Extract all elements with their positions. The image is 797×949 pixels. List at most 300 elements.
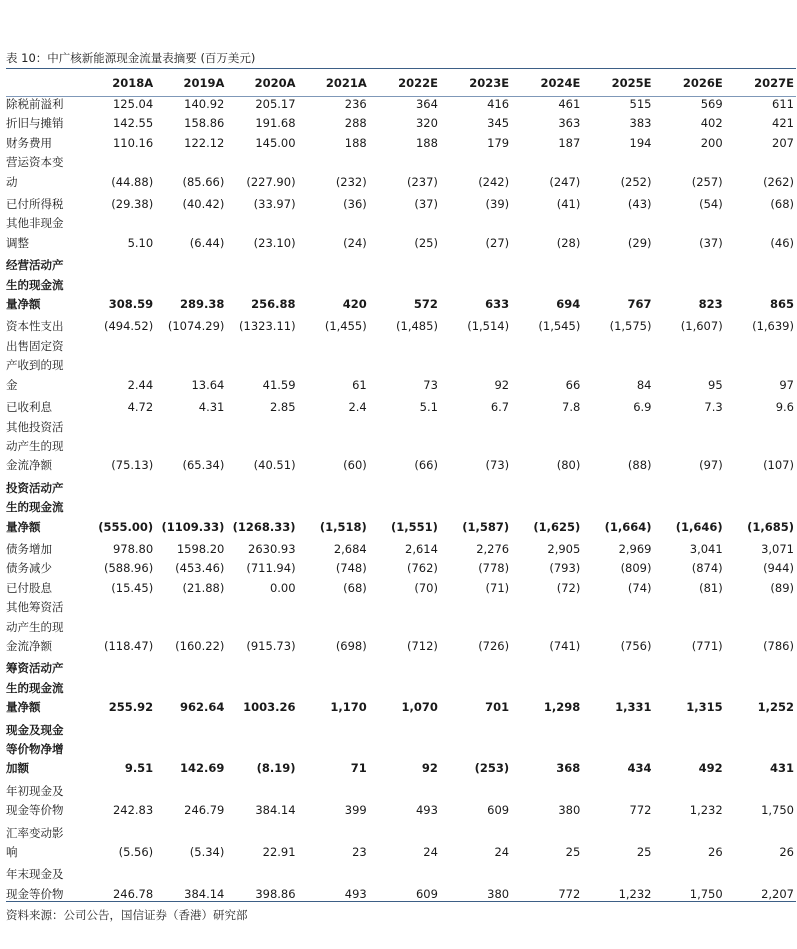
row-value: 6.9 bbox=[633, 400, 652, 415]
row-value: (232) bbox=[335, 174, 367, 189]
row-value: (711.94) bbox=[246, 561, 296, 576]
row-label-line: 产收到的现 bbox=[6, 358, 64, 373]
row-value: 145.00 bbox=[255, 135, 296, 150]
row-value: (915.73) bbox=[246, 638, 296, 653]
table-row bbox=[6, 721, 796, 782]
row-label-line: 金流净额 bbox=[6, 638, 52, 653]
row-value: (25) bbox=[414, 235, 438, 250]
row-label-line: 资本性支出 bbox=[6, 319, 64, 334]
row-label bbox=[6, 479, 84, 540]
row-value: (160.22) bbox=[175, 638, 225, 653]
row-value: (712) bbox=[407, 638, 438, 653]
row-value: 13.64 bbox=[191, 377, 225, 392]
row-value: 140.92 bbox=[184, 97, 225, 111]
row-label bbox=[6, 782, 84, 824]
column-header: 2021A bbox=[325, 76, 367, 90]
row-value: (726) bbox=[478, 638, 510, 653]
row-value: 1003.26 bbox=[243, 700, 296, 715]
row-value: 0.00 bbox=[269, 580, 296, 595]
row-label bbox=[6, 398, 84, 417]
row-value: 142.55 bbox=[112, 116, 154, 131]
row-value: 92 bbox=[494, 377, 510, 392]
row-value: 71 bbox=[350, 761, 367, 776]
row-value: 694 bbox=[556, 297, 581, 312]
row-value: 1,232 bbox=[618, 886, 652, 901]
row-value: 9.6 bbox=[775, 400, 794, 415]
row-value: (698) bbox=[335, 638, 367, 653]
row-value: 3,041 bbox=[689, 541, 723, 556]
source-note: 资料来源：公司公告，国信证券（香港）研究部 bbox=[6, 908, 248, 922]
row-label-line: 已付股息 bbox=[6, 580, 52, 595]
row-value: 421 bbox=[772, 116, 794, 131]
row-value: (60) bbox=[343, 458, 367, 473]
row-label-line: 年初现金及 bbox=[6, 783, 64, 798]
row-value: 23 bbox=[352, 845, 367, 860]
row-label-line: 出售固定资 bbox=[6, 338, 64, 353]
row-value: (1,514) bbox=[467, 319, 510, 334]
row-value: 1,315 bbox=[686, 700, 723, 715]
table-body bbox=[6, 95, 796, 907]
column-header: 2025E bbox=[611, 76, 652, 90]
row-value: 242.83 bbox=[112, 803, 154, 818]
row-value: (762) bbox=[407, 561, 438, 576]
row-value: 434 bbox=[627, 761, 652, 776]
row-value: (237) bbox=[407, 174, 438, 189]
table-row bbox=[6, 824, 796, 866]
row-value: (1,664) bbox=[604, 519, 652, 534]
column-header: 2023E bbox=[469, 76, 510, 90]
row-value: 200 bbox=[700, 135, 723, 150]
row-value: (741) bbox=[549, 638, 581, 653]
row-label bbox=[6, 418, 84, 479]
row-value: 962.64 bbox=[179, 700, 225, 715]
row-label bbox=[6, 214, 84, 256]
row-label bbox=[6, 824, 84, 866]
row-value: (75.13) bbox=[111, 458, 154, 473]
row-value: (5.34) bbox=[189, 845, 225, 860]
row-value: (253) bbox=[474, 761, 510, 776]
row-label-line: 动产生的现 bbox=[6, 438, 64, 453]
row-value: 1598.20 bbox=[176, 541, 225, 556]
row-value: (588.96) bbox=[103, 561, 154, 576]
row-label-line: 现金等价物 bbox=[6, 803, 64, 818]
row-value: 1,070 bbox=[401, 700, 438, 715]
row-value: 110.16 bbox=[112, 135, 154, 150]
row-label bbox=[6, 337, 84, 398]
row-value: (944) bbox=[763, 561, 794, 576]
row-label-line: 调整 bbox=[6, 235, 29, 250]
row-value: (72) bbox=[556, 580, 581, 595]
row-value: 364 bbox=[415, 97, 438, 111]
row-label-line: 动 bbox=[6, 174, 18, 189]
column-header: 2026E bbox=[682, 76, 723, 90]
column-header: 2019A bbox=[183, 76, 225, 90]
row-label-line: 经营活动产 bbox=[6, 258, 64, 273]
row-value: (54) bbox=[699, 197, 723, 212]
row-value: (5.56) bbox=[118, 845, 154, 860]
row-value: 2.85 bbox=[269, 400, 296, 415]
row-label-line: 财务费用 bbox=[6, 135, 52, 150]
row-value: 97 bbox=[779, 377, 794, 392]
row-value: (65.34) bbox=[182, 458, 225, 473]
table-row bbox=[6, 598, 796, 659]
row-value: (21.88) bbox=[182, 580, 225, 595]
row-value: (809) bbox=[620, 561, 652, 576]
table-row bbox=[6, 337, 796, 398]
row-value: 1,252 bbox=[757, 700, 794, 715]
row-value: (41) bbox=[556, 197, 581, 212]
row-value: 368 bbox=[556, 761, 581, 776]
table-row bbox=[6, 214, 796, 256]
row-value: (118.47) bbox=[103, 638, 154, 653]
row-value: 7.3 bbox=[704, 400, 723, 415]
row-value: 2,276 bbox=[476, 541, 510, 556]
row-value: (756) bbox=[620, 638, 652, 653]
row-value: (247) bbox=[549, 174, 581, 189]
row-value: 399 bbox=[344, 803, 367, 818]
row-value: (1,685) bbox=[747, 519, 794, 534]
row-value: 2,684 bbox=[333, 541, 367, 556]
row-value: 188 bbox=[344, 135, 367, 150]
row-value: 380 bbox=[487, 886, 510, 901]
row-label-line: 除税前溢利 bbox=[6, 97, 64, 111]
row-label-line: 加额 bbox=[6, 761, 29, 776]
row-value: (1323.11) bbox=[239, 319, 296, 334]
row-value: (1,455) bbox=[324, 319, 367, 334]
row-value: (33.97) bbox=[253, 197, 296, 212]
row-value: 461 bbox=[558, 97, 581, 111]
row-value: 772 bbox=[629, 803, 652, 818]
row-label bbox=[6, 721, 84, 782]
row-value: (73) bbox=[485, 458, 510, 473]
row-value: (262) bbox=[763, 174, 794, 189]
table-row bbox=[6, 540, 796, 559]
row-value: 246.78 bbox=[112, 886, 154, 901]
row-value: (1268.33) bbox=[232, 519, 296, 534]
row-label-line: 筹资活动产 bbox=[6, 661, 64, 676]
row-value: 4.31 bbox=[198, 400, 225, 415]
row-value: 25 bbox=[565, 845, 581, 860]
row-value: 767 bbox=[627, 297, 652, 312]
row-value: 158.86 bbox=[184, 116, 225, 131]
row-value: 73 bbox=[423, 377, 438, 392]
row-value: 1,232 bbox=[689, 803, 723, 818]
row-label bbox=[6, 598, 84, 659]
header-corner bbox=[6, 71, 84, 95]
row-value: (1,607) bbox=[680, 319, 723, 334]
row-value: 289.38 bbox=[179, 297, 225, 312]
row-value: 493 bbox=[344, 886, 367, 901]
row-label-line: 等价物净增 bbox=[6, 742, 64, 756]
row-label-line: 债务增加 bbox=[6, 541, 52, 556]
row-value: 7.8 bbox=[562, 400, 581, 415]
row-label-line: 其他投资活 bbox=[6, 419, 64, 434]
row-label-line: 金流净额 bbox=[6, 458, 52, 473]
row-value: (70) bbox=[414, 580, 438, 595]
row-value: (242) bbox=[478, 174, 510, 189]
row-label bbox=[6, 256, 84, 317]
row-value: 572 bbox=[413, 297, 438, 312]
row-label bbox=[6, 195, 84, 214]
row-label bbox=[6, 153, 84, 195]
row-value: 22.91 bbox=[262, 845, 296, 860]
row-value: 84 bbox=[636, 377, 652, 392]
table-row bbox=[6, 95, 796, 114]
row-value: (494.52) bbox=[103, 319, 154, 334]
row-label-line: 已付所得税 bbox=[6, 197, 64, 212]
row-label-line: 已收利息 bbox=[6, 400, 52, 415]
table-row bbox=[6, 659, 796, 720]
row-value: (40.42) bbox=[182, 197, 225, 212]
column-header: 2020A bbox=[254, 76, 296, 90]
row-value: 384.14 bbox=[184, 886, 225, 901]
table-row bbox=[6, 317, 796, 336]
row-value: 9.51 bbox=[124, 761, 154, 776]
row-value: 2,614 bbox=[405, 541, 438, 556]
row-value: 420 bbox=[342, 297, 367, 312]
row-label-line: 动产生的现 bbox=[6, 619, 64, 634]
row-label-line: 生的现金流 bbox=[6, 500, 64, 515]
row-value: 288 bbox=[344, 116, 367, 131]
column-header: 2018A bbox=[112, 76, 154, 90]
table-row bbox=[6, 418, 796, 479]
row-label bbox=[6, 95, 84, 114]
row-value: (37) bbox=[414, 197, 438, 212]
row-value: 194 bbox=[629, 135, 652, 150]
table-row bbox=[6, 782, 796, 824]
column-header: 2027E bbox=[754, 76, 794, 90]
row-value: 256.88 bbox=[251, 297, 296, 312]
row-value: 24 bbox=[494, 845, 510, 860]
row-value: 207 bbox=[772, 135, 794, 150]
row-value: (107) bbox=[763, 458, 794, 473]
row-label bbox=[6, 134, 84, 153]
table-top-rule bbox=[6, 68, 796, 69]
row-value: 95 bbox=[708, 377, 723, 392]
row-value: 25 bbox=[636, 845, 652, 860]
row-value: (88) bbox=[627, 458, 652, 473]
row-value: (29) bbox=[627, 235, 652, 250]
row-value: (36) bbox=[343, 197, 367, 212]
row-value: (1,545) bbox=[538, 319, 581, 334]
row-value: (66) bbox=[414, 458, 438, 473]
row-value: 3,071 bbox=[761, 541, 794, 556]
table-row bbox=[6, 398, 796, 417]
row-label-line: 量净额 bbox=[6, 297, 41, 312]
row-value: 609 bbox=[415, 886, 438, 901]
row-value: (74) bbox=[627, 580, 652, 595]
row-label-line: 年末现金及 bbox=[6, 867, 64, 882]
row-value: (23.10) bbox=[253, 235, 296, 250]
row-value: (1,646) bbox=[675, 519, 723, 534]
table-row bbox=[6, 579, 796, 598]
table-row bbox=[6, 134, 796, 153]
row-value: 402 bbox=[700, 116, 723, 131]
row-label-line: 生的现金流 bbox=[6, 680, 64, 695]
row-value: 1,331 bbox=[615, 700, 652, 715]
column-header: 2024E bbox=[540, 76, 581, 90]
row-value: 236 bbox=[344, 97, 367, 111]
row-value: 246.79 bbox=[184, 803, 225, 818]
row-value: 398.86 bbox=[255, 886, 296, 901]
row-value: 431 bbox=[769, 761, 794, 776]
row-value: (1,625) bbox=[533, 519, 581, 534]
row-value: (15.45) bbox=[111, 580, 154, 595]
row-value: (778) bbox=[478, 561, 510, 576]
row-value: 188 bbox=[415, 135, 438, 150]
table-row bbox=[6, 256, 796, 317]
row-value: (46) bbox=[770, 235, 794, 250]
row-value: (1074.29) bbox=[167, 319, 225, 334]
row-value: 384.14 bbox=[255, 803, 296, 818]
table-row bbox=[6, 559, 796, 578]
row-value: (453.46) bbox=[175, 561, 225, 576]
row-value: (85.66) bbox=[182, 174, 225, 189]
row-value: 363 bbox=[558, 116, 581, 131]
row-value: (748) bbox=[335, 561, 367, 576]
row-label-line: 现金及现金 bbox=[6, 722, 64, 737]
row-value: (257) bbox=[691, 174, 723, 189]
row-label-line: 现金等价物 bbox=[6, 886, 64, 901]
row-label-line: 响 bbox=[6, 845, 18, 860]
row-value: (1,551) bbox=[391, 519, 438, 534]
row-value: 66 bbox=[565, 377, 581, 392]
row-label-line: 其他筹资活 bbox=[6, 600, 64, 615]
row-value: 24 bbox=[423, 845, 438, 860]
row-value: (71) bbox=[485, 580, 510, 595]
row-label-line: 营运资本变 bbox=[6, 155, 64, 170]
row-label-line: 金 bbox=[6, 377, 18, 392]
row-label bbox=[6, 114, 84, 133]
row-label bbox=[6, 659, 84, 720]
row-value: (27) bbox=[485, 235, 510, 250]
row-value: (793) bbox=[549, 561, 581, 576]
row-label-line: 量净额 bbox=[6, 700, 41, 715]
row-value: 2,207 bbox=[761, 886, 794, 901]
row-value: 1,298 bbox=[543, 700, 581, 715]
row-value: 92 bbox=[421, 761, 438, 776]
header-row bbox=[6, 71, 796, 95]
row-value: (555.00) bbox=[98, 519, 154, 534]
row-value: (227.90) bbox=[246, 174, 296, 189]
row-label bbox=[6, 540, 84, 559]
row-value: 1,750 bbox=[689, 886, 723, 901]
row-value: (1,518) bbox=[319, 519, 367, 534]
row-value: 345 bbox=[487, 116, 510, 131]
row-label-line: 债务减少 bbox=[6, 561, 52, 576]
row-value: 2.4 bbox=[348, 400, 367, 415]
row-value: 493 bbox=[415, 803, 438, 818]
row-value: 492 bbox=[698, 761, 723, 776]
row-value: 978.80 bbox=[112, 541, 154, 556]
row-value: 1,750 bbox=[761, 803, 794, 818]
row-value: (40.51) bbox=[253, 458, 296, 473]
row-value: 320 bbox=[415, 116, 438, 131]
cash-flow-table bbox=[6, 71, 796, 907]
column-header: 2022E bbox=[398, 76, 438, 90]
row-value: (786) bbox=[763, 638, 794, 653]
row-value: 5.1 bbox=[419, 400, 438, 415]
row-value: 191.68 bbox=[255, 116, 296, 131]
row-value: (1,587) bbox=[462, 519, 510, 534]
table-bottom-rule bbox=[6, 901, 796, 902]
row-value: 611 bbox=[772, 97, 794, 111]
row-value: 255.92 bbox=[108, 700, 154, 715]
row-value: (24) bbox=[343, 235, 367, 250]
row-value: (29.38) bbox=[111, 197, 154, 212]
row-label-line: 量净额 bbox=[6, 519, 41, 534]
row-value: (252) bbox=[620, 174, 652, 189]
table-row bbox=[6, 479, 796, 540]
row-value: (8.19) bbox=[256, 761, 296, 776]
row-value: 2,969 bbox=[618, 541, 652, 556]
row-value: 569 bbox=[700, 97, 723, 111]
row-value: 179 bbox=[487, 135, 510, 150]
row-label-line: 汇率变动影 bbox=[6, 825, 64, 840]
row-value: (1,485) bbox=[396, 319, 438, 334]
row-value: 823 bbox=[698, 297, 723, 312]
row-label bbox=[6, 559, 84, 578]
row-value: 125.04 bbox=[112, 97, 154, 111]
table-row bbox=[6, 114, 796, 133]
row-value: 865 bbox=[769, 297, 794, 312]
row-value: 26 bbox=[779, 845, 794, 860]
row-value: 308.59 bbox=[108, 297, 154, 312]
row-value: (80) bbox=[556, 458, 581, 473]
row-value: 4.72 bbox=[127, 400, 154, 415]
row-value: (874) bbox=[691, 561, 723, 576]
row-value: 122.12 bbox=[184, 135, 225, 150]
table-row bbox=[6, 153, 796, 195]
row-value: (89) bbox=[770, 580, 794, 595]
row-value: (43) bbox=[627, 197, 652, 212]
row-value: (28) bbox=[556, 235, 581, 250]
row-value: (1109.33) bbox=[161, 519, 225, 534]
row-value: (39) bbox=[485, 197, 510, 212]
row-value: (1,639) bbox=[752, 319, 794, 334]
row-label-line: 其他非现金 bbox=[6, 216, 64, 231]
row-label bbox=[6, 317, 84, 336]
row-value: 515 bbox=[629, 97, 652, 111]
row-value: (37) bbox=[699, 235, 723, 250]
row-value: (44.88) bbox=[111, 174, 154, 189]
row-value: (81) bbox=[699, 580, 723, 595]
row-value: (68) bbox=[343, 580, 367, 595]
row-value: 41.59 bbox=[262, 377, 296, 392]
row-value: 61 bbox=[352, 377, 367, 392]
row-value: (68) bbox=[770, 197, 794, 212]
row-value: 2630.93 bbox=[248, 541, 296, 556]
row-value: 383 bbox=[629, 116, 652, 131]
row-value: (771) bbox=[691, 638, 723, 653]
row-label-line: 折旧与摊销 bbox=[6, 116, 64, 131]
row-value: 701 bbox=[485, 700, 510, 715]
row-value: 2,905 bbox=[547, 541, 581, 556]
row-value: (1,575) bbox=[609, 319, 652, 334]
row-value: 205.17 bbox=[255, 97, 296, 111]
row-value: 380 bbox=[558, 803, 581, 818]
row-value: 633 bbox=[485, 297, 510, 312]
table-caption: 表 10：中广核新能源现金流量表摘要 (百万美元) bbox=[6, 51, 256, 65]
table-row bbox=[6, 195, 796, 214]
row-value: (6.44) bbox=[189, 235, 225, 250]
row-value: 26 bbox=[708, 845, 723, 860]
row-value: 416 bbox=[487, 97, 510, 111]
row-value: 609 bbox=[487, 803, 510, 818]
row-value: 2.44 bbox=[127, 377, 154, 392]
row-value: 1,170 bbox=[330, 700, 367, 715]
row-value: 6.7 bbox=[490, 400, 510, 415]
